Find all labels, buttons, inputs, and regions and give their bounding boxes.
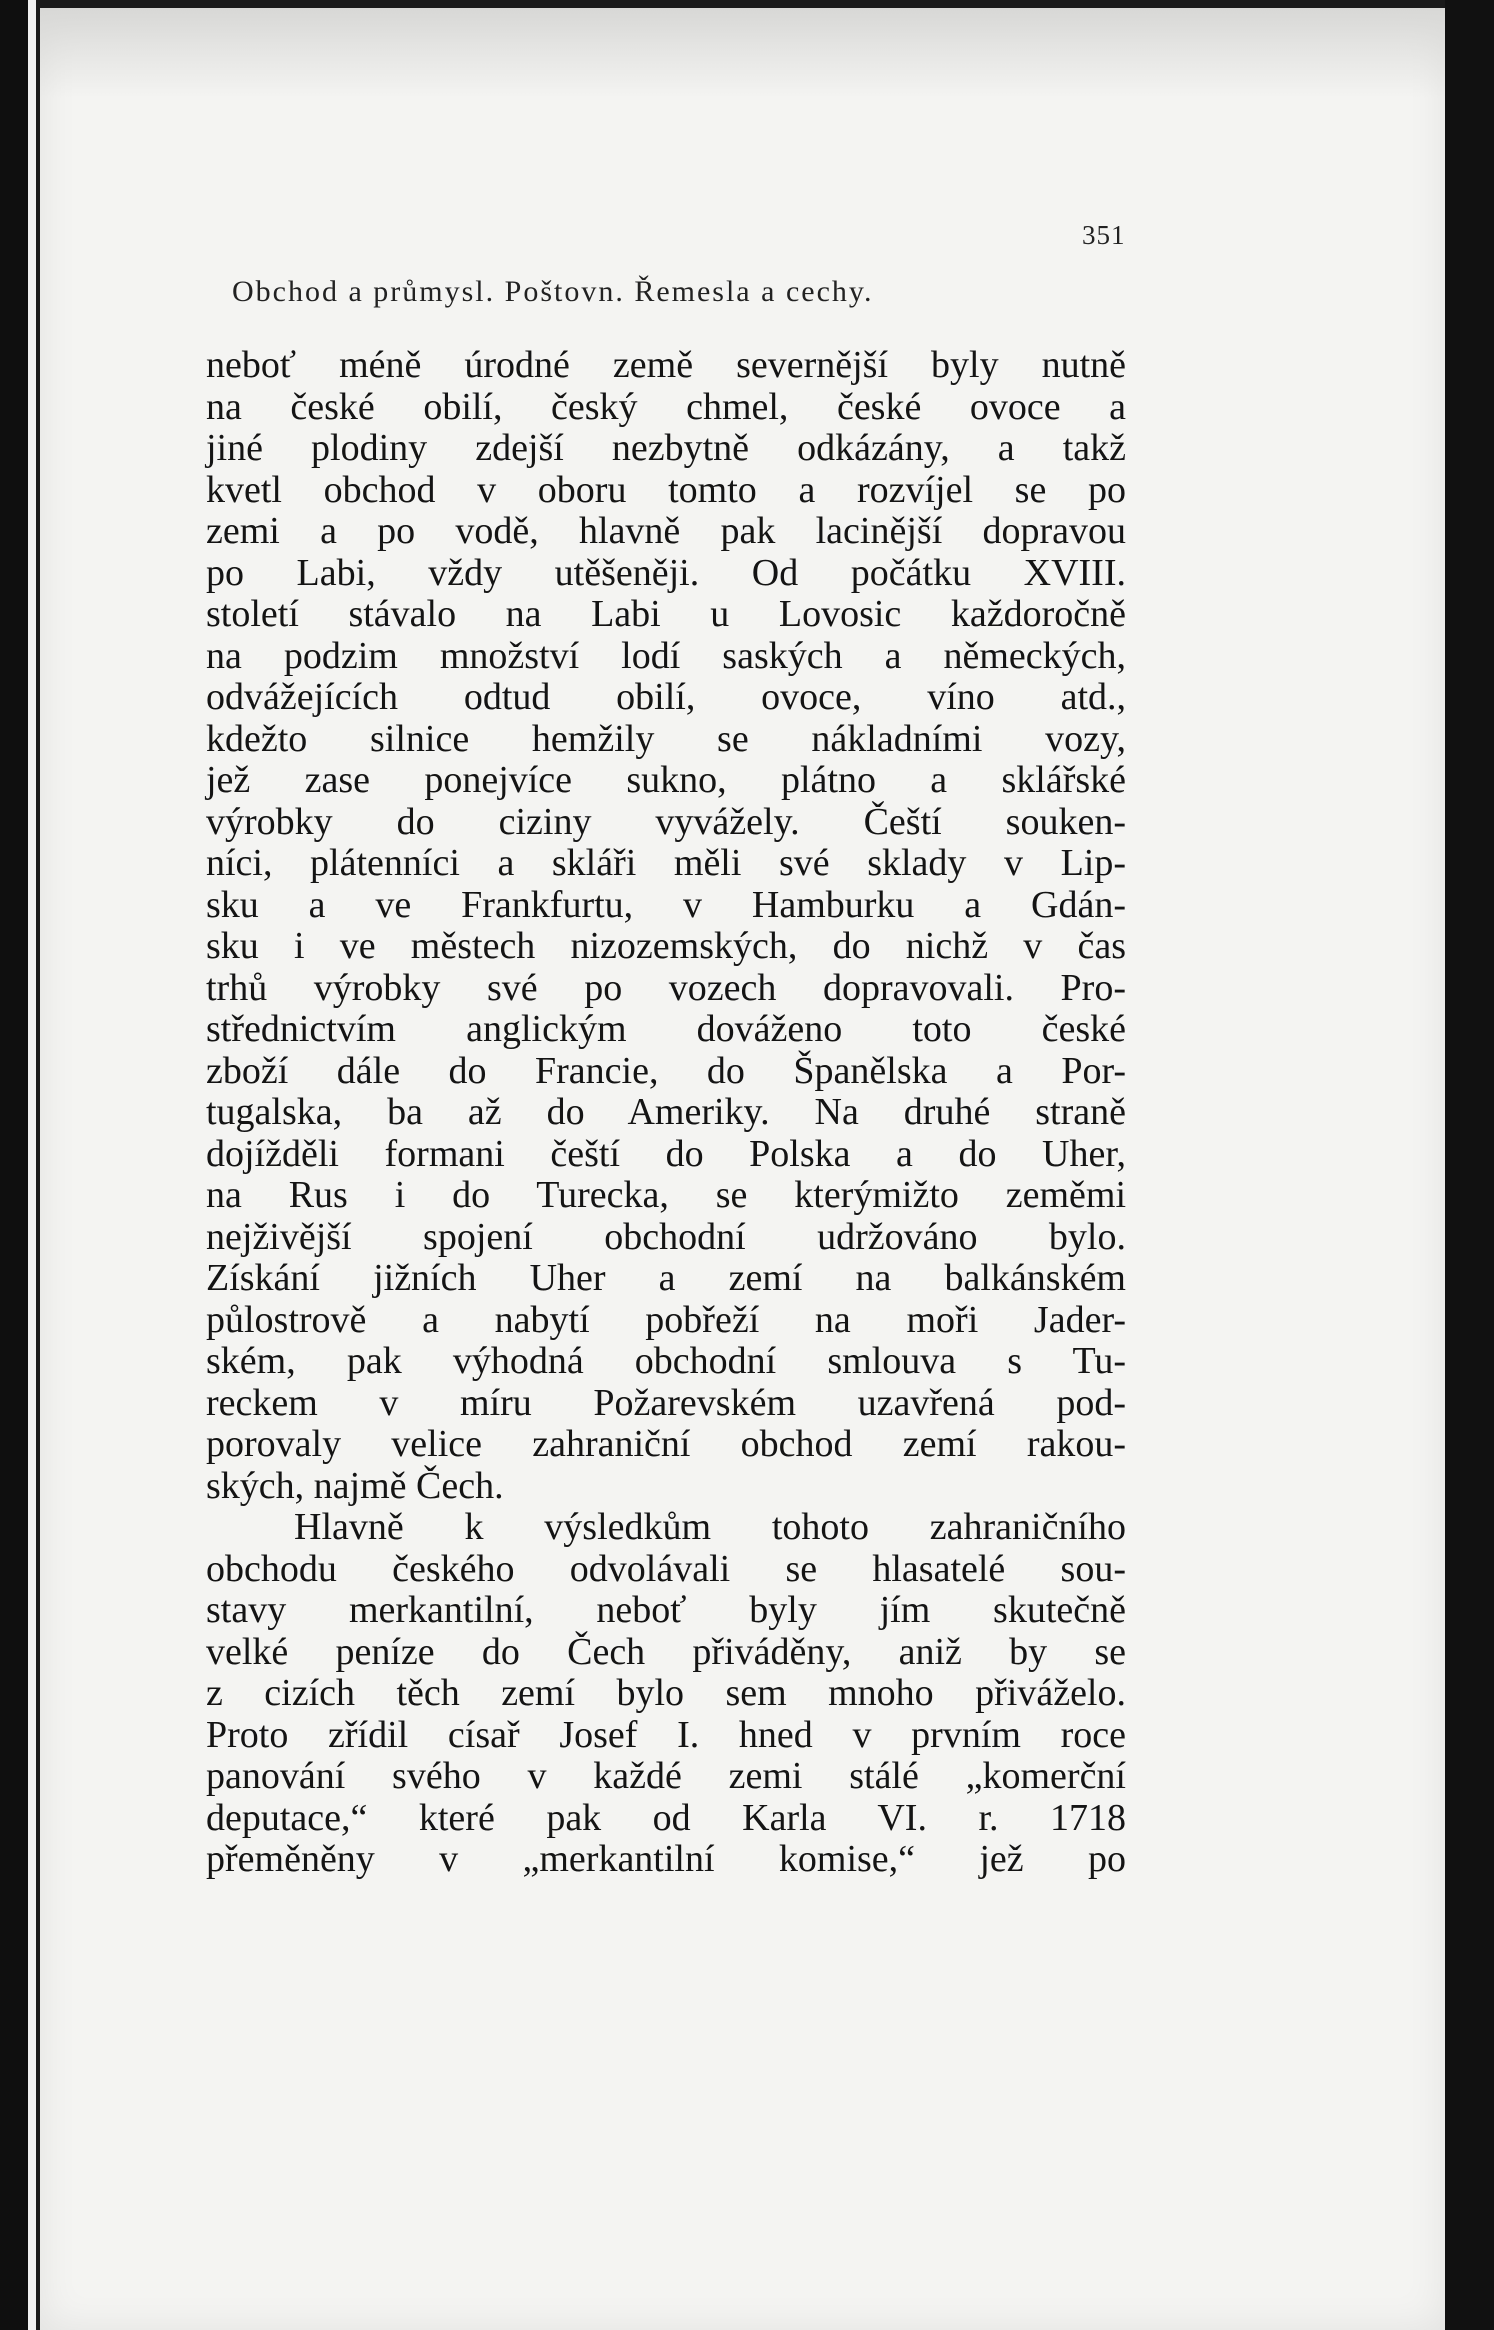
text-line: přeměněny v „merkantilní komise,“ jež po	[206, 1838, 1126, 1880]
text-line: z cizích těch zemí bylo sem mnoho přiváželo.	[206, 1672, 1126, 1714]
text-line: níci, plátenníci a skláři měli své sklady v Lip-	[206, 842, 1126, 884]
text-line: stavy merkantilní, neboť byly jím skutečně	[206, 1589, 1126, 1631]
scan-right-border	[1445, 0, 1494, 2330]
text-line: Hlavně k výsledkům tohoto zahraničního	[294, 1506, 1126, 1548]
text-line: nejživější spojení obchodní udržováno bylo.	[206, 1215, 1126, 1258]
text-line: dojížděli formani čeští do Polska a do Uher,	[206, 1132, 1126, 1175]
text-line: panování svého v každé zemi stálé „komerční	[206, 1755, 1126, 1797]
page-shadow	[40, 8, 1445, 98]
text-line: zboží dále do Francie, do Španělska a Por-	[206, 1049, 1126, 1092]
text-line: výrobky do ciziny vyvážely. Čeští souken-	[206, 800, 1126, 843]
text-line: ském, pak výhodná obchodní smlouva s Tu-	[206, 1340, 1126, 1382]
text-line: ských, najmě Čech.	[206, 1464, 504, 1507]
scan-left-edge	[28, 0, 36, 2330]
text-line: neboť méně úrodné země severnější byly nutně	[206, 344, 1126, 386]
text-line: jež zase ponejvíce sukno, plátno a sklářské	[206, 759, 1126, 801]
running-head: Obchod a průmysl. Poštovn. Řemesla a cechy.	[232, 275, 874, 308]
text-line: kdežto silnice hemžily se nákladními vozy,	[206, 717, 1126, 760]
text-line: na podzim množství lodí saských a německých,	[206, 634, 1126, 677]
text-line: půlostrově a nabytí pobřeží na moři Jader-	[206, 1298, 1126, 1341]
text-line: na české obilí, český chmel, české ovoce a	[206, 385, 1126, 428]
text-line: reckem v míru Požarevském uzavřená pod-	[206, 1381, 1126, 1424]
text-line: tugalska, ba až do Ameriky. Na druhé straně	[206, 1091, 1126, 1133]
text-line: porovaly velice zahraniční obchod zemí rakou-	[206, 1423, 1126, 1465]
text-line: střednictvím anglickým dováženo toto české	[206, 1008, 1126, 1050]
text-line: velké peníze do Čech přiváděny, aniž by se	[206, 1630, 1126, 1673]
text-line: trhů výrobky své po vozech dopravovali. Pro-	[206, 966, 1126, 1009]
text-line: obchodu českého odvolávali se hlasatelé sou-	[206, 1547, 1126, 1590]
text-line: sku a ve Frankfurtu, v Hamburku a Gdán-	[206, 883, 1126, 926]
text-line: sku i ve městech nizozemských, do nichž v čas	[206, 925, 1126, 967]
text-line: Získání jižních Uher a zemí na balkánském	[206, 1257, 1126, 1299]
text-line: století stávalo na Labi u Lovosic každoročně	[206, 593, 1126, 635]
text-line: deputace,“ které pak od Karla VI. r. 1718	[206, 1796, 1126, 1839]
text-line: Proto zřídil císař Josef I. hned v prvním roce	[206, 1713, 1126, 1756]
text-line: zemi a po vodě, hlavně pak lacinější dopravou	[206, 510, 1126, 552]
text-line: jiné plodiny zdejší nezbytně odkázány, a takž	[206, 427, 1126, 469]
text-line: na Rus i do Turecka, se kterýmižto zeměmi	[206, 1174, 1126, 1216]
body-text	[206, 345, 1126, 1881]
text-line: po Labi, vždy utěšeněji. Od počátku XVIII.	[206, 551, 1126, 594]
text-line: odvážejících odtud obilí, ovoce, víno atd.,	[206, 676, 1126, 718]
text-line: kvetl obchod v oboru tomto a rozvíjel se po	[206, 468, 1126, 511]
page-number: 351	[1082, 220, 1126, 250]
scan-left-border	[0, 0, 28, 2330]
